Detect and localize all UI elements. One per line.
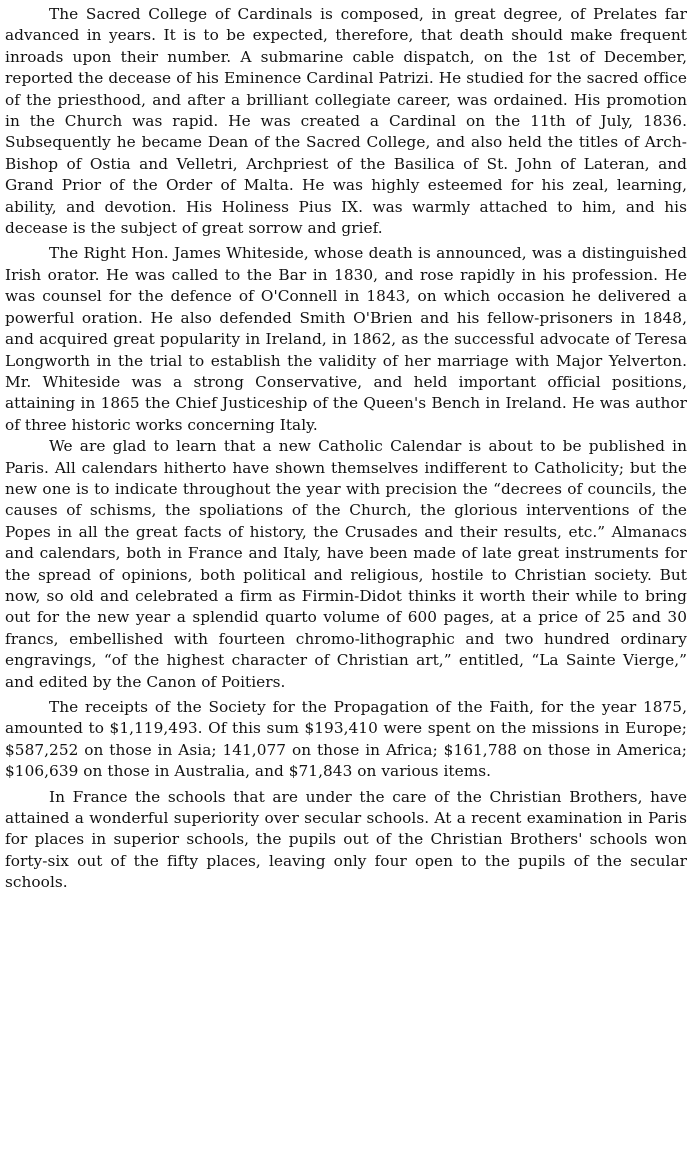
paragraph-christian-brothers-schools: In France the schools that are under the care of the Christian Brothers, have attained a wonderful superiority over secular schools. At a recent examination in Paris for places in superior schools, the pupils out of the Christian Brothers' schools won forty-six out of the fifty places, leaving only four open to the pupils of the secular schools. <box>5 787 687 892</box>
paragraph-cardinal-patrizi: The Sacred College of Cardinals is composed, in great degree, of Prelates far advanced in years. It is to be expected, therefore, that death should make frequent inroads upon their number. A submarine cable dispatch, on the 1st of December, reported the decease of his Eminence Cardinal Patrizi. He studied for the sacred office of the priesthood, and after a brilliant collegiate career, was ordained. His promotion in the Church was rapid. He was created a Cardinal on the 11th of July, 1836. Subsequently he became Dean of the Sacred College, and also held the titles of Arch-Bishop of Ostia and Velletri, Archpriest of the Basilica of St. John of Lateran, and Grand Prior of the Order of Malta. He was highly esteemed for his zeal, learning, ability, and devotion. His Holiness Pius IX. was warmly attached to him, and his decease is the subject of great sorrow and grief. <box>5 5 687 238</box>
paragraph-catholic-calendar: We are glad to learn that a new Catholic Calendar is about to be published in Paris. All calendars hitherto have shown themselves indifferent to Catholicity; but the new one is to indicate throughout the year with precision the “decrees of councils, the causes of schisms, the spoliations of the Church, the glorious interventions of the Popes in all the great facts of history, the Crusades and their results, etc.” Almanacs and calendars, both in France and Italy, have been made of late great instruments for the spread of opinions, both political and religious, hostile to Christian society. But now, so old and celebrated a firm as Firmin-Didot thinks it worth their while to bring out for the new year a splendid quarto volume of 600 pages, at a price of 25 and 30 francs, embellished with fourteen chromo-lithographic and two hundred ordinary engravings, “of the highest character of Christian art,” entitled, “La Sainte Vierge,” and edited by the Canon of Poitiers. <box>5 437 687 691</box>
paragraph-propagation-receipts: The receipts of the Society for the Propagation of the Faith, for the year 1875, amounted to $1,119,493. Of this sum $193,410 were spent on the missions in Europe; $587,252 on those in Asia; 141,077 on those in Africa; $161,788 on those in America; $106,639 on those in Australia, and $71,843 on various items. <box>5 698 687 781</box>
paragraph-james-whiteside: The Right Hon. James Whiteside, whose death is announced, was a distinguished Irish orator. He was called to the Bar in 1830, and rose rapidly in his profession. He was counsel for the defence of O'Connell in 1843, on which occasion he delivered a powerful oration. He also defended Smith O'Brien and his fellow-prisoners in 1848, and acquired great popularity in Ireland, in 1862, as the successful advocate of Teresa Longworth in the trial to establish the validity of her marriage with Major Yelverton. Mr. Whiteside was a strong Conservative, and held important official positions, attaining in 1865 the Chief Justiceship of the Queen's Bench in Ireland. He was author of three historic works concerning Italy. <box>5 244 687 434</box>
